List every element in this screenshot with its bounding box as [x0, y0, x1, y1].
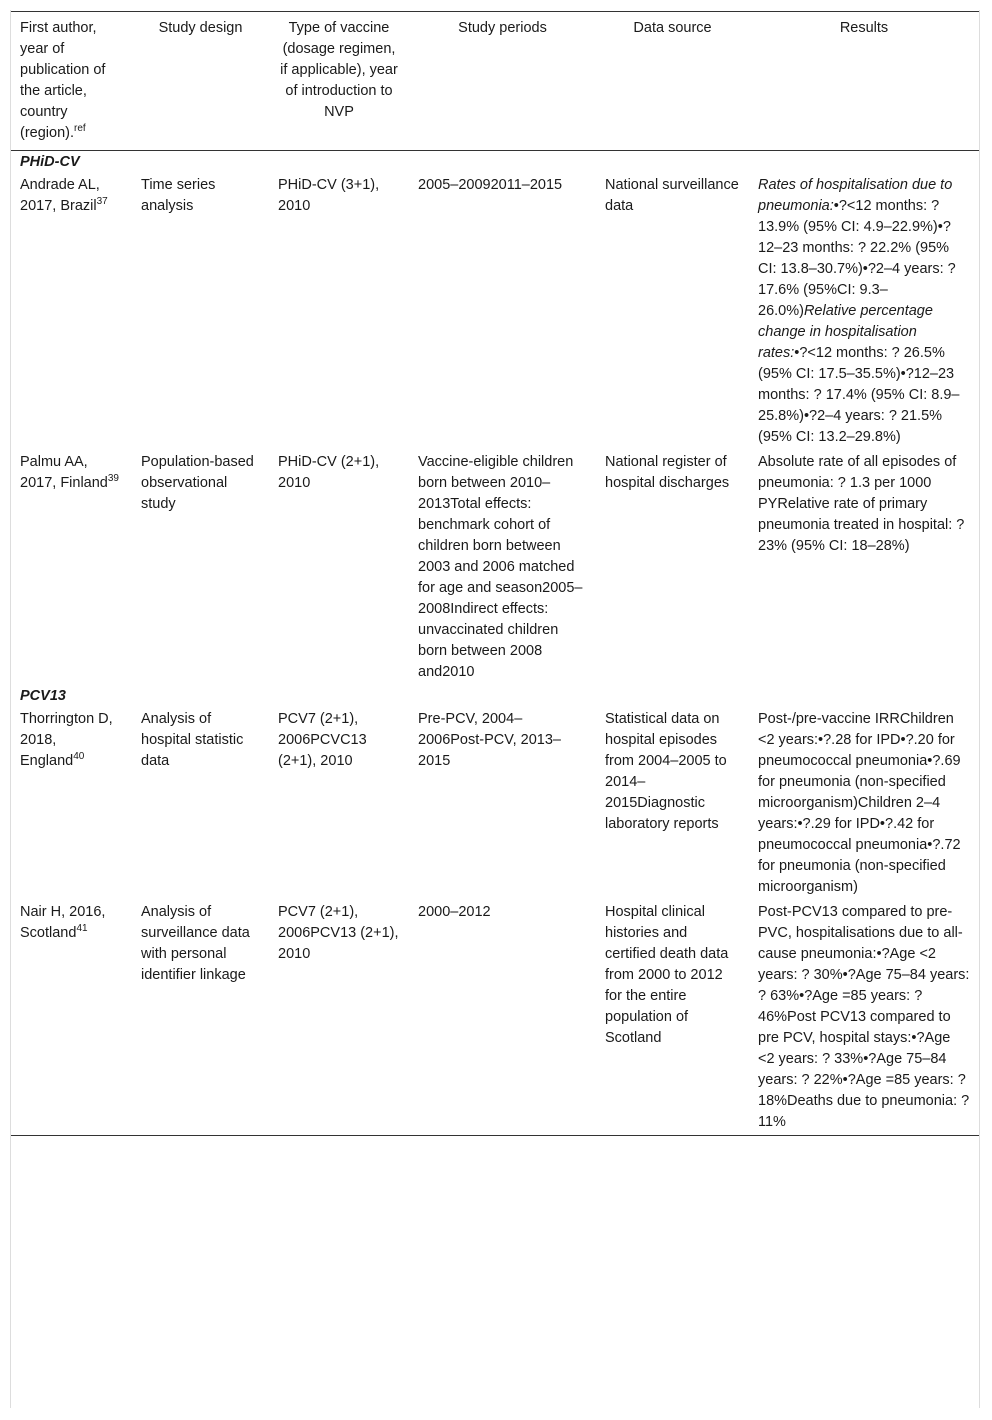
- header-results: Results: [839, 20, 889, 36]
- cell-design: Time series analysis: [141, 177, 216, 214]
- section-row: [11, 685, 979, 707]
- cell-source: Statistical data on hospital episodes from 2004–2005 to 2014–2015Diagnostic laboratory reports: [605, 711, 727, 832]
- table-row: [11, 450, 979, 685]
- table-row: [11, 173, 979, 450]
- cell-author: Andrade AL, 2017, Brazil$^{37}$: [20, 177, 108, 214]
- cell-periods: 2000–2012: [418, 904, 491, 920]
- section-label: PHiD-CV: [20, 154, 80, 170]
- cell-author: Palmu AA, 2017, Finland$^{39}$: [20, 454, 119, 491]
- studies-table: [11, 11, 979, 1136]
- header-vaccine: Type of vaccine (dosage regimen, if applicable), year of introduction to NVP: [280, 20, 398, 120]
- cell-author: Nair H, 2016, Scotland$^{41}$: [20, 904, 106, 941]
- section-row: [11, 151, 979, 174]
- cell-design: Analysis of hospital statistic data: [141, 711, 244, 769]
- cell-periods: Vaccine-eligible children born between 2010–2013Total effects: benchmark cohort of children born between 2003 and 2006 matched for age and season2005–2008Indirect effects: unvaccinated children born between 2008 and2010: [418, 454, 583, 680]
- cell-vaccine: PCV7 (2+1), 2006PCVC13 (2+1), 2010: [278, 711, 367, 769]
- cell-design: Analysis of surveillance data with personal identifier linkage: [141, 904, 250, 983]
- header-design: Study design: [158, 20, 243, 36]
- header-author: First author, year of publication of the article, country (region).$^{ref}$: [20, 20, 106, 141]
- table-row: [11, 707, 979, 900]
- cell-source: National surveillance data: [605, 177, 739, 214]
- cell-periods: Pre-PCV, 2004–2006Post-PCV, 2013–2015: [418, 711, 561, 769]
- table-row: [11, 900, 979, 1136]
- cell-results: Absolute rate of all episodes of pneumonia: ? 1.3 per 1000 PYRelative rate of primary pneumonia treated in hospital: ? 23% (95% CI: 18–28%): [758, 454, 965, 554]
- cell-results: Post-/pre-vaccine IRRChildren <2 years:•?.28 for IPD•?.20 for pneumococcal pneumonia•?.69 for pneumonia (non-specified microorganism)Children 2–4 years:•?.29 for IPD•?.42 for pneumococcal pneumonia•?.72 for pneumonia (non-specified microorganism): [758, 711, 961, 895]
- cell-vaccine: PHiD-CV (2+1), 2010: [278, 454, 380, 491]
- cell-vaccine: PHiD-CV (3+1), 2010: [278, 177, 380, 214]
- cell-vaccine: PCV7 (2+1), 2006PCV13 (2+1), 2010: [278, 904, 399, 962]
- section-label: PCV13: [20, 688, 66, 704]
- cell-results: Rates of hospitalisation due to pneumonia:•?<12 months: ? 13.9% (95% CI: 4.9–22.9%)•?12–23 months: ? 22.2% (95% CI: 13.8–30.7%)•?2–4 years: ? 17.6% (95%CI: 9.3–26.0%)Relative percentage change in hospitalisation rates:•?<12 months: ? 26.5% (95% CI: 17.5–35.5%)•?12–23 months: ? 17.4% (95% CI: 8.9–25.8%)•?2–4 years: ? 21.5% (95% CI: 13.2–29.8%): [758, 177, 960, 445]
- cell-author: Thorrington D, 2018, England$^{40}$: [20, 711, 113, 769]
- table-header: [11, 12, 979, 151]
- cell-design: Population-based observational study: [141, 454, 254, 512]
- cell-results: Post-PCV13 compared to pre-PVC, hospitalisations due to all-cause pneumonia:•?Age <2 years: ? 30%•?Age 75–84 years: ? 63%•?Age =85 years: ? 46%Post PCV13 compared to pre PCV, hospital stays:•?Age <2 years: ? 33%•?Age 75–84 years: ? 22%•?Age =85 years: ? 18%Deaths due to pneumonia: ? 11%: [758, 904, 970, 1130]
- cell-periods: 2005–20092011–2015: [418, 177, 563, 193]
- cell-source: Hospital clinical histories and certified death data from 2000 to 2012 for the entire population of Scotland: [605, 904, 729, 1046]
- header-source: Data source: [633, 20, 712, 36]
- header-periods: Study periods: [458, 20, 547, 36]
- cell-source: National register of hospital discharges: [605, 454, 730, 491]
